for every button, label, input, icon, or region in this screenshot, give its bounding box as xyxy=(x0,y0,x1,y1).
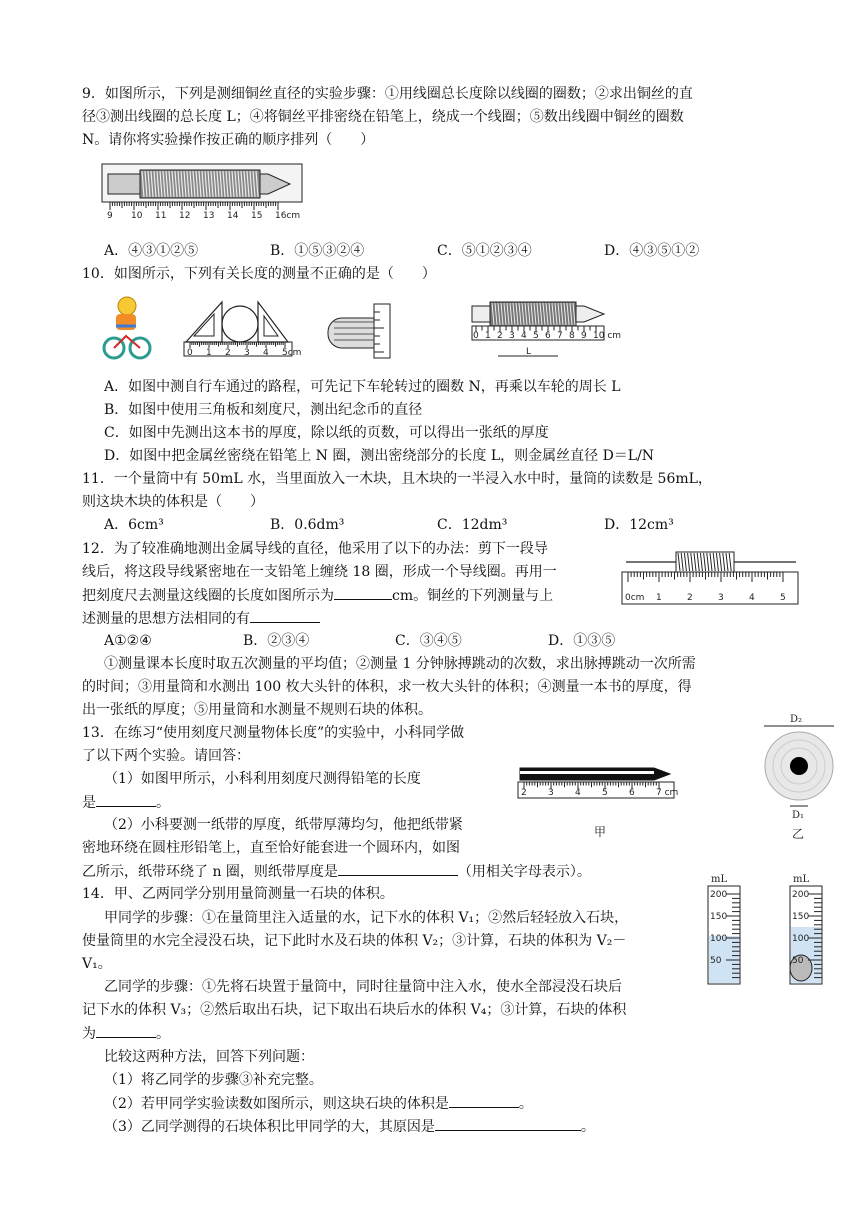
q13-ruler-tick-label: 6 xyxy=(629,788,635,798)
q14-cyl-right-unit: mL xyxy=(793,874,810,885)
q10-fig4-ruler-tick-label: 3 xyxy=(509,331,515,341)
q9-pencil-coil-figure xyxy=(100,160,310,222)
q9-ruler-tick-label: 15 xyxy=(251,211,263,221)
q14-cyl-right-tick-label: 100 xyxy=(792,934,810,944)
q13-ruler-tick-label: 7 cm xyxy=(656,788,679,798)
q13-yi-paper-ring-figure xyxy=(760,714,838,840)
q9-ruler-tick-label: 14 xyxy=(227,211,239,221)
q13-fig-yi-caption: 乙 xyxy=(792,827,805,841)
q13-line3: （1）如图甲所示，小科利用刻度尺测得铅笔的长度 xyxy=(104,771,421,787)
q14-sub2-b: 。 xyxy=(518,1096,533,1112)
q9-ruler-tick-label: 9 xyxy=(107,211,113,221)
q14-line2: 甲同学的步骤：①在量筒里注入适量的水，记下水的体积 V₁；②然后轻轻放入石块， xyxy=(104,910,629,926)
q11-line1: 11．一个量筒中有 50mL 水，当里面放入一木块，且木块的一半浸入水中时，量筒的读数是 56mL， xyxy=(82,471,712,487)
q10-option-c[interactable]: C．如图中先测出这本书的厚度，除以纸的页数，可以得出一张纸的厚度 xyxy=(104,425,549,441)
q12-ruler-tick-label: 4 xyxy=(749,593,755,603)
q12-statement-3: 出一张纸的厚度；⑤用量筒和水测量不规则石块的体积。 xyxy=(82,702,432,718)
q12-line4 xyxy=(82,608,320,629)
q13-ruler-tick-label: 2 xyxy=(521,788,527,798)
q13-line4-a: 是 xyxy=(82,795,96,811)
q13-line7-b: （用相关字母表示）。 xyxy=(457,864,591,880)
q9-ruler-tick-label: 13 xyxy=(203,211,215,221)
q12-method-blank[interactable] xyxy=(250,608,320,623)
q10-fig4-ruler-tick-label: 8 xyxy=(569,331,575,341)
q12-option-b[interactable]: B．②③④ xyxy=(243,633,310,649)
q14-sub3-a: （3）乙同学测得的石块体积比甲同学的大，其原因是 xyxy=(104,1119,435,1135)
q10-stem: 10．如图所示，下列有关长度的测量不正确的是（ ） xyxy=(82,266,436,282)
q9-option-c[interactable]: C．⑤①②③④ xyxy=(437,243,532,259)
q12-line3-b: cm。铜丝的下列测量与上 xyxy=(392,588,554,604)
q10-fig4-ruler-tick-label: 10 cm xyxy=(593,331,622,341)
q9-line2: 径③测出线圈的总长度 L；④将铜丝平排密绕在铅笔上，绕成一个线圈；⑤数出线圈中铜丝的圈数 xyxy=(82,109,684,125)
q14-line4: V₁。 xyxy=(82,956,112,972)
q14-sub2 xyxy=(104,1093,533,1114)
q12-statement-2: 的时间；③用量筒和水测出 100 枚大头针的体积，求一枚大头针的体积；④测量一本书的厚度，得 xyxy=(82,679,692,695)
q14-cyl-right-tick-label: 50 xyxy=(792,956,804,966)
q9-ruler-tick-label: 10 xyxy=(131,211,143,221)
q12-option-c[interactable]: C．③④⑤ xyxy=(395,633,462,649)
q10-fig2-ruler-tick-label: 4 xyxy=(263,348,269,358)
q12-option-d[interactable]: D．①③⑤ xyxy=(548,633,616,649)
q10-fig2-ruler-tick-label: 3 xyxy=(244,348,250,358)
q14-line3: 使量筒里的水完全浸没石块，记下此时水及石块的体积 V₂；③计算，石块的体积为 V₂－ xyxy=(82,933,627,949)
q14-cyl-left-tick-label: 200 xyxy=(710,890,728,900)
q14-cyl-left-tick-label: 100 xyxy=(710,934,728,944)
q12-line3 xyxy=(82,585,553,606)
q9-option-a[interactable]: A．④③①②⑤ xyxy=(104,243,199,259)
q12-ruler-tick-label: 3 xyxy=(718,593,724,603)
q11-option-d[interactable]: D．12cm³ xyxy=(604,517,674,533)
q9-option-b[interactable]: B．①⑤③②④ xyxy=(270,243,365,259)
q14-cylinder-left xyxy=(702,872,746,988)
q10-option-a[interactable]: A．如图中测自行车通过的路程，可先记下车轮转过的圈数 N，再乘以车轮的周长 L xyxy=(104,379,621,395)
q9-ruler-tick-label: 16cm xyxy=(275,211,301,221)
q10-fig4-ruler-tick-label: 5 xyxy=(533,331,539,341)
q14-sub2-a: （2）若甲同学实验读数如图所示，则这块石块的体积是 xyxy=(104,1096,449,1112)
q14-volume-expression-blank[interactable] xyxy=(96,1023,156,1038)
q12-line4-text: 述测量的思想方法相同的有 xyxy=(82,611,250,627)
q13-ruler-tick-label: 4 xyxy=(575,788,581,798)
q12-option-a[interactable]: A①②④ xyxy=(104,633,152,649)
q12-ruler-tick-label: 0cm xyxy=(625,593,645,603)
q10-fig4-ruler-tick-label: 9 xyxy=(581,331,587,341)
q13-d1-label: D₁ xyxy=(792,810,805,821)
q11-option-a[interactable]: A．6cm³ xyxy=(104,517,164,533)
q10-option-b[interactable]: B．如图中使用三角板和刻度尺，测出纪念币的直径 xyxy=(104,402,423,418)
q14-line6: 记下水的体积 V₃；②然后取出石块，记下取出石块后水的体积 V₄；③计算，石块的体积 xyxy=(82,1002,627,1018)
q14-line7-b: 。 xyxy=(156,1026,170,1042)
q10-book-figure xyxy=(322,302,398,360)
q10-fig4-ruler-tick-label: 6 xyxy=(545,331,551,341)
q10-fig4-ruler-tick-label: 2 xyxy=(497,331,503,341)
q10-fig4-ruler-tick-label: 0 xyxy=(473,331,479,341)
q12-ruler-tick-label: 1 xyxy=(656,593,662,603)
q10-fig2-ruler-tick-label: 0 xyxy=(187,348,193,358)
q10-fig2-ruler-tick-label: 1 xyxy=(206,348,212,358)
q12-line2: 线后，将这段导线紧密地在一支铅笔上缠绕 18 圈，形成一个导线圈。再用一 xyxy=(82,564,557,580)
q14-sub3 xyxy=(104,1116,595,1137)
q14-line5: 乙同学的步骤：①先将石块置于量筒中，同时往量筒中注入水，使水全部浸没石块后 xyxy=(104,979,622,995)
q12-statement-1: ①测量课本长度时取五次测量的平均值；②测量 1 分钟脉搏跳动的次数，求出脉搏跳动一次所需 xyxy=(104,656,696,672)
q10-fig4-ruler-tick-label: 7 xyxy=(557,331,563,341)
q11-option-c[interactable]: C．12dm³ xyxy=(437,517,508,533)
q10-fig2-ruler-tick-label: 2 xyxy=(225,348,231,358)
q14-sub3-b: 。 xyxy=(580,1119,595,1135)
q13-pencil-length-blank[interactable] xyxy=(96,792,156,807)
q13-ruler-tick-label: 3 xyxy=(548,788,554,798)
q13-line5: （2）小科要测一纸带的厚度，纸带厚薄均匀，他把纸带紧 xyxy=(104,817,463,833)
q14-reason-blank[interactable] xyxy=(435,1116,581,1131)
q14-cyl-left-unit: mL xyxy=(711,874,728,885)
q14-line8: 比较这两种方法，回答下列问题： xyxy=(104,1049,314,1065)
q14-cyl-left-tick-label: 50 xyxy=(710,956,722,966)
q13-jia-pencil-ruler-figure xyxy=(516,762,688,842)
q9-ruler-tick-label: 12 xyxy=(179,211,191,221)
q13-line2: 了以下两个实验。请回答： xyxy=(82,748,250,764)
q10-fig4-ruler-tick-label: 1 xyxy=(485,331,491,341)
q14-cyl-right-tick-label: 200 xyxy=(792,890,810,900)
q14-stone-volume-blank[interactable] xyxy=(449,1093,519,1108)
q13-line7 xyxy=(82,861,591,882)
q11-line2: 则这块木块的体积是（ ） xyxy=(82,494,264,510)
q13-line4-b: 。 xyxy=(156,795,170,811)
q9-line3: N。请你将实验操作按正确的顺序排列（ ） xyxy=(82,132,375,148)
q10-bicycle-figure xyxy=(102,296,152,362)
q10-triangle-coin-figure xyxy=(182,298,302,360)
q13-d2-label: D₂ xyxy=(790,714,803,725)
q12-line1: 12．为了较准确地测出金属导线的直径，他采用了以下的办法：剪下一段导 xyxy=(82,541,548,557)
q13-line7-a: 乙所示，纸带环绕了 n 圈，则纸带厚度是 xyxy=(82,864,338,880)
q13-line6: 密地环绕在圆柱形铅笔上，直至恰好能套进一个圆环内，如图 xyxy=(82,840,460,856)
q10-fig2-ruler-tick-label: 5cm xyxy=(282,348,302,358)
q14-cyl-right-tick-label: 150 xyxy=(792,912,810,922)
q10-fig4-L: L xyxy=(526,347,532,357)
q12-length-blank[interactable] xyxy=(334,585,392,600)
q12-coil-ruler-figure xyxy=(620,548,800,608)
q14-sub1: （1）将乙同学的步骤③补充完整。 xyxy=(104,1072,323,1088)
q13-thickness-blank[interactable] xyxy=(338,861,458,876)
q12-ruler-tick-label: 5 xyxy=(780,593,786,603)
q14-cyl-left-tick-label: 150 xyxy=(710,912,728,922)
q9-line1: 9．如图所示，下列是测细铜丝直径的实验步骤：①用线圈总长度除以线圈的圈数；②求出铜丝的直 xyxy=(82,86,693,102)
q12-line3-a: 把刻度尺去测量这线圈的长度如图所示为 xyxy=(82,588,334,604)
q13-ruler-tick-label: 5 xyxy=(602,788,608,798)
q9-ruler-tick-label: 11 xyxy=(155,211,167,221)
q9-option-d[interactable]: D．④③⑤①② xyxy=(604,243,700,259)
q10-wire-coil-figure xyxy=(468,300,622,360)
q10-fig4-ruler-tick-label: 4 xyxy=(521,331,527,341)
q14-cylinder-right xyxy=(784,872,828,988)
q12-ruler-tick-label: 2 xyxy=(687,593,693,603)
q14-line7 xyxy=(82,1023,170,1044)
q10-option-d[interactable]: D．如图中把金属丝密绕在铅笔上 N 圈，测出密绕部分的长度 L，则金属丝直径 D＝L/N xyxy=(104,448,655,464)
q11-option-b[interactable]: B．0.6dm³ xyxy=(270,517,345,533)
q13-line4 xyxy=(82,792,170,813)
q13-line1: 13．在练习“使用刻度尺测量物体长度”的实验中，小科同学做 xyxy=(82,725,465,741)
q14-line7-a: 为 xyxy=(82,1026,96,1042)
q13-fig-jia-caption: 甲 xyxy=(594,825,607,839)
q14-line1: 14．甲、乙两同学分别用量筒测量一石块的体积。 xyxy=(82,886,394,902)
